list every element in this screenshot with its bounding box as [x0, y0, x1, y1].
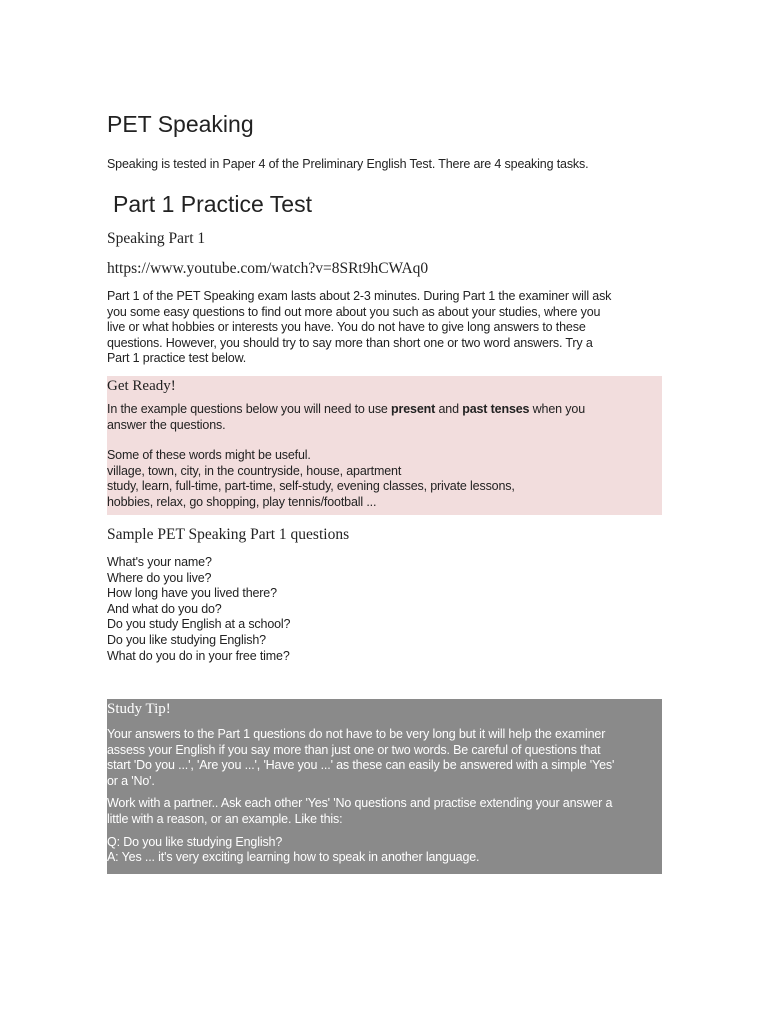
get-ready-title: Get Ready! [107, 378, 176, 394]
example-answer: A: Yes ... it's very exciting learning how to speak in another language. [107, 850, 480, 865]
sample-questions-heading: Sample PET Speaking Part 1 questions [107, 526, 350, 543]
list-item: What's your name? [107, 555, 212, 569]
list-item: And what do you do? [107, 601, 222, 616]
part-heading: Part 1 Practice Test [113, 191, 312, 217]
tip-line: Your answers to the Part 1 questions do not have to be very long but it will help the examiner [107, 727, 606, 741]
tip-line: little with a reason, or an example. Like this: [107, 811, 343, 826]
page-title: PET Speaking [107, 111, 254, 137]
description-line: Part 1 practice test below. [107, 351, 247, 366]
description-line: questions. However, you should try to say more than short one or two word answers. Try a [107, 335, 593, 350]
description-line: live or what hobbies or interests you have. You do not have to give long answers to these [107, 320, 586, 335]
word-line: hobbies, relax, go shopping, play tennis/football ... [107, 494, 377, 509]
word-line: village, town, city, in the countryside, house, apartment [107, 463, 402, 478]
study-tip-paragraph-2 [107, 796, 662, 827]
list-item: What do you do in your free time? [107, 648, 290, 663]
tip-line: Work with a partner.. Ask each other 'Yes' 'No questions and practise extending your answer a [107, 796, 613, 811]
instruction-line: answer the questions. [107, 417, 226, 432]
get-ready-box [107, 376, 662, 515]
tip-line: assess your English if you say more than just one or two words. Be careful of questions that [107, 742, 601, 757]
get-ready-instructions [107, 402, 662, 433]
word-line: study, learn, full-time, part-time, self-study, evening classes, private lessons, [107, 479, 515, 494]
example-question: Q: Do you like studying English? [107, 834, 283, 849]
study-tip-title: Study Tip! [107, 701, 171, 717]
useful-intro: Some of these words might be useful. [107, 448, 311, 463]
list-item: Where do you live? [107, 570, 212, 585]
study-tip-example [107, 835, 662, 866]
instruction-text: when you [529, 402, 585, 416]
tip-line: or a 'No'. [107, 773, 155, 788]
video-link[interactable]: https://www.youtube.com/watch?v=8SRt9hCWAq0 [107, 260, 429, 277]
subheading-speaking-part-1: Speaking Part 1 [107, 230, 206, 247]
study-tip-box [107, 699, 662, 874]
list-item: Do you study English at a school? [107, 617, 291, 632]
instruction-text: In the example questions below you will need to use [107, 402, 392, 416]
sample-questions-list [107, 555, 290, 664]
useful-words [107, 448, 662, 510]
part1-description [107, 289, 662, 367]
study-tip-paragraph-1 [107, 727, 662, 789]
instruction-text: and [435, 402, 463, 416]
description-line: Part 1 of the PET Speaking exam lasts about 2-3 minutes. During Part 1 the examiner will ask [107, 289, 612, 303]
list-item: How long have you lived there? [107, 586, 277, 601]
bold-past-tenses: past tenses [462, 402, 530, 416]
bold-present: present [391, 402, 436, 416]
intro-text: Speaking is tested in Paper 4 of the Preliminary English Test. There are 4 speaking tasks. [107, 157, 589, 171]
instruction-line [107, 402, 662, 418]
tip-line: start 'Do you ...', 'Are you ...', 'Have you ...' as these can easily be answered with a simple 'Yes' [107, 758, 615, 773]
description-line: you some easy questions to find out more about you such as about your studies, where you [107, 304, 601, 319]
list-item: Do you like studying English? [107, 632, 266, 647]
spacer [107, 433, 662, 448]
